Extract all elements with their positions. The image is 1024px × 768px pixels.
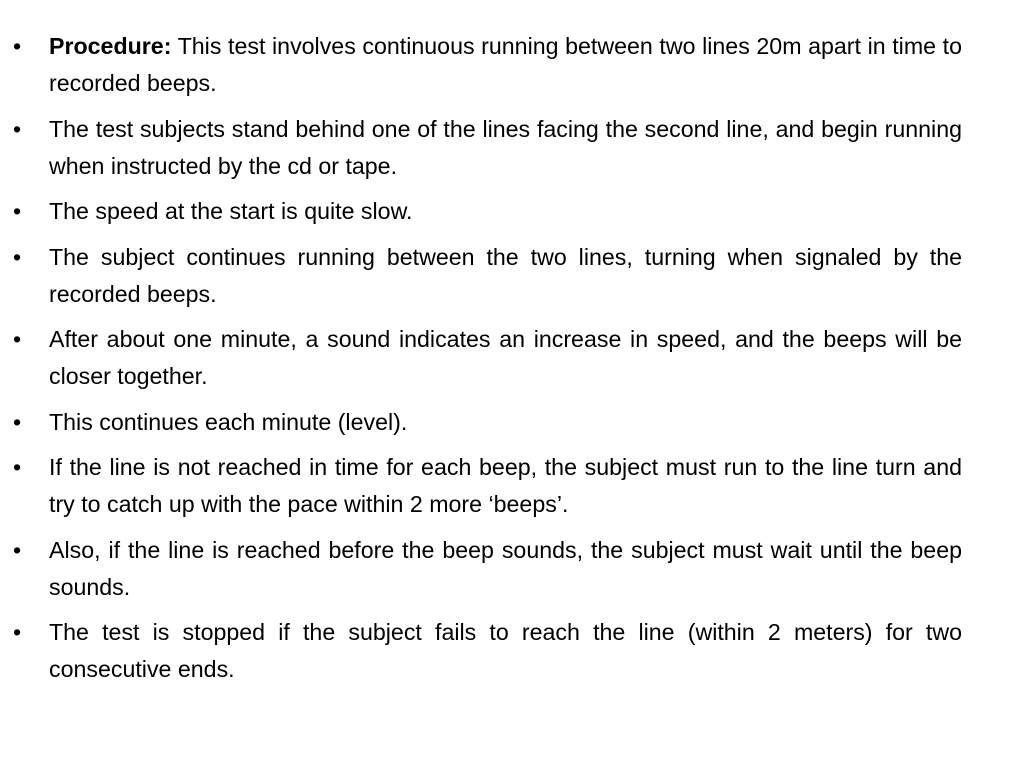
procedure-label: Procedure: bbox=[49, 33, 172, 59]
bullet-text: After about one minute, a sound indicates an increase in speed, and the beeps will be closer together. bbox=[49, 326, 962, 389]
bullet-icon: • bbox=[12, 326, 22, 352]
bullet-text: The test subjects stand behind one of the lines facing the second line, and begin running when instructed by the cd or tape. bbox=[49, 115, 962, 179]
bullet-icon: • bbox=[12, 619, 22, 645]
bullet-icon: • bbox=[12, 198, 22, 224]
bullet-icon: • bbox=[12, 536, 22, 563]
bullet-item bbox=[0, 532, 1024, 606]
bullet-text: This continues each minute (level). bbox=[49, 408, 408, 435]
bullet-list bbox=[0, 28, 1024, 697]
bullet-text: The speed at the start is quite slow. bbox=[49, 198, 413, 224]
bullet-icon: • bbox=[12, 115, 22, 142]
bullet-item bbox=[0, 321, 1024, 395]
bullet-item bbox=[0, 449, 1024, 523]
bullet-icon: • bbox=[12, 454, 22, 480]
bullet-item bbox=[0, 239, 1024, 313]
bullet-text: The test is stopped if the subject fails to reach the line (within 2 meters) for two consecutive ends. bbox=[49, 619, 962, 682]
bullet-text bbox=[49, 28, 962, 102]
bullet-item bbox=[0, 614, 1024, 688]
bullet-body: This test involves continuous running between two lines 20m apart in time to recorded beeps. bbox=[49, 33, 962, 96]
bullet-item bbox=[0, 193, 1024, 230]
bullet-icon: • bbox=[12, 243, 22, 270]
bullet-icon: • bbox=[12, 33, 22, 59]
bullet-text: Also, if the line is reached before the beep sounds, the subject must wait until the beep sounds. bbox=[49, 536, 962, 600]
bullet-item bbox=[0, 111, 1024, 185]
bullet-text: The subject continues running between the two lines, turning when signaled by the recorded beeps. bbox=[49, 243, 962, 307]
bullet-item-procedure bbox=[0, 28, 1024, 102]
bullet-text: If the line is not reached in time for each beep, the subject must run to the line turn and try to catch up with the pace within 2 more ‘beeps’. bbox=[49, 454, 962, 517]
bullet-icon: • bbox=[12, 408, 22, 435]
bullet-item bbox=[0, 404, 1024, 441]
